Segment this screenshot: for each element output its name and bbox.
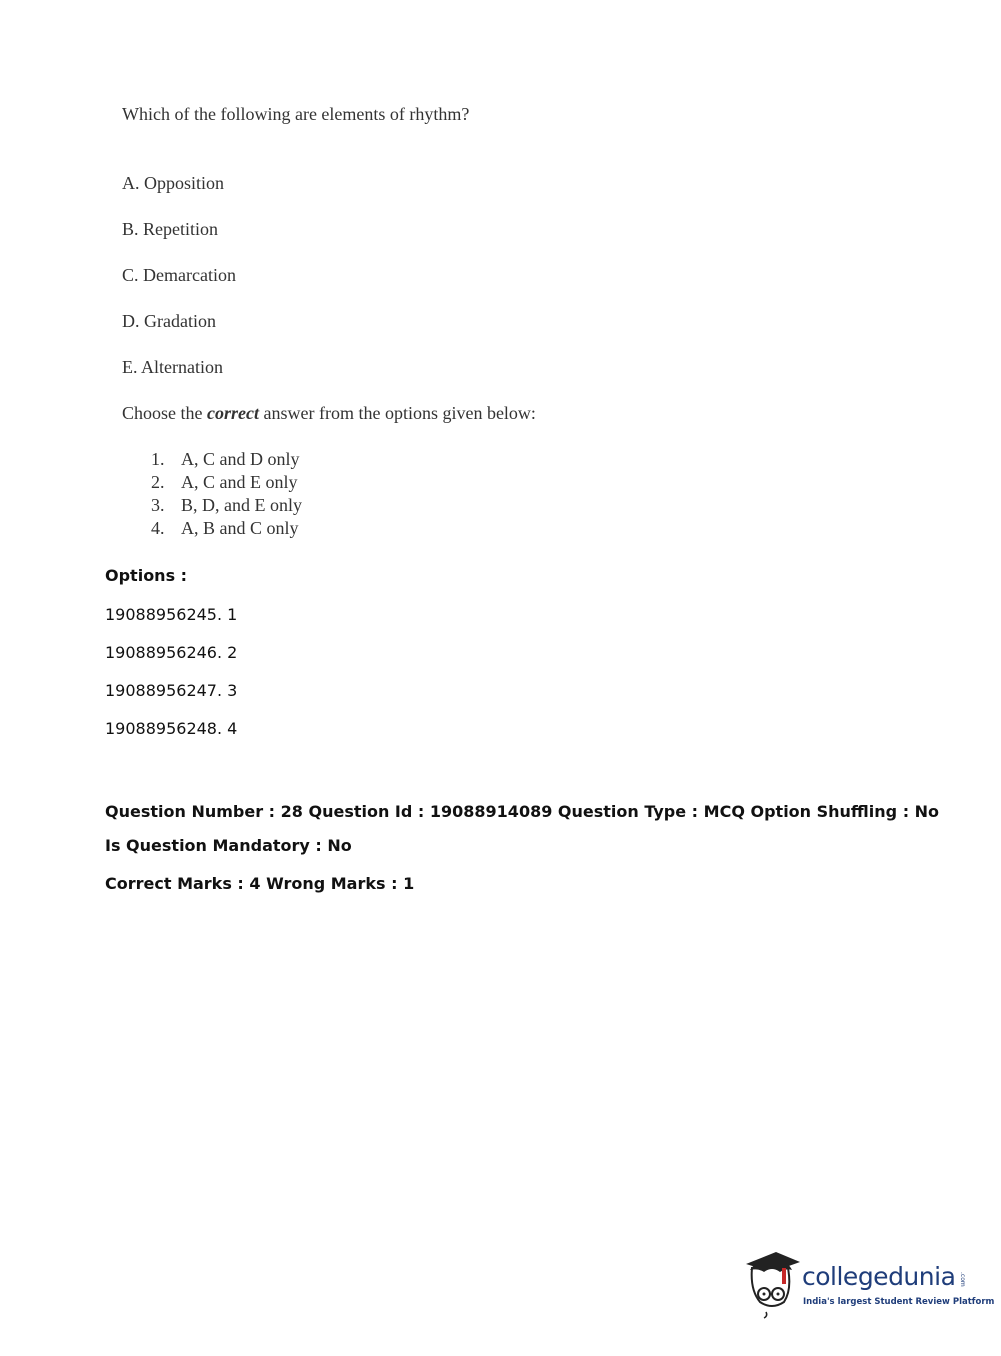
statement-a: A. Opposition: [122, 173, 225, 193]
logo-wordmark: collegedunia: [802, 1262, 956, 1291]
answer-number: 3.: [151, 495, 165, 515]
mascot-icon: [742, 1250, 804, 1320]
option-1: 19088956245. 1: [105, 605, 238, 624]
statement-c: C. Demarcation: [122, 265, 236, 285]
marks-line: Correct Marks : 4 Wrong Marks : 1: [105, 874, 415, 893]
statement-d: D. Gradation: [122, 311, 216, 331]
answer-number: 4.: [151, 518, 165, 538]
option-4: 19088956248. 4: [105, 719, 238, 738]
statement-b: B. Repetition: [122, 219, 218, 239]
choose-prefix: Choose the: [122, 403, 207, 423]
logo-tagline: India's largest Student Review Platform: [803, 1297, 995, 1307]
answer-number: 2.: [151, 472, 165, 492]
answer-text: A, C and D only: [181, 449, 300, 469]
option-2: 19088956246. 2: [105, 643, 238, 662]
logo-suffix: .com: [959, 1272, 966, 1287]
option-3: 19088956247. 3: [105, 681, 238, 700]
answer-text: A, B and C only: [181, 518, 299, 538]
answer-1: [151, 449, 300, 470]
collegedunia-logo: [742, 1250, 995, 1320]
question-meta-line: Question Number : 28 Question Id : 19088914089 Question Type : MCQ Option Shuffling : No: [105, 802, 940, 821]
question-mandatory-line: Is Question Mandatory : No: [105, 836, 352, 855]
answer-text: B, D, and E only: [181, 495, 302, 515]
answer-4: [151, 518, 299, 539]
answer-2: [151, 472, 298, 493]
choose-suffix: answer from the options given below:: [258, 403, 536, 423]
answer-number: 1.: [151, 449, 165, 469]
statement-e: E. Alternation: [122, 357, 223, 377]
answer-3: [151, 495, 302, 516]
question-text: Which of the following are elements of rhythm?: [122, 104, 470, 124]
options-label: Options :: [105, 566, 188, 585]
answer-text: A, C and E only: [181, 472, 298, 492]
choose-instruction: [122, 403, 536, 424]
choose-emphasis: correct: [207, 403, 259, 423]
